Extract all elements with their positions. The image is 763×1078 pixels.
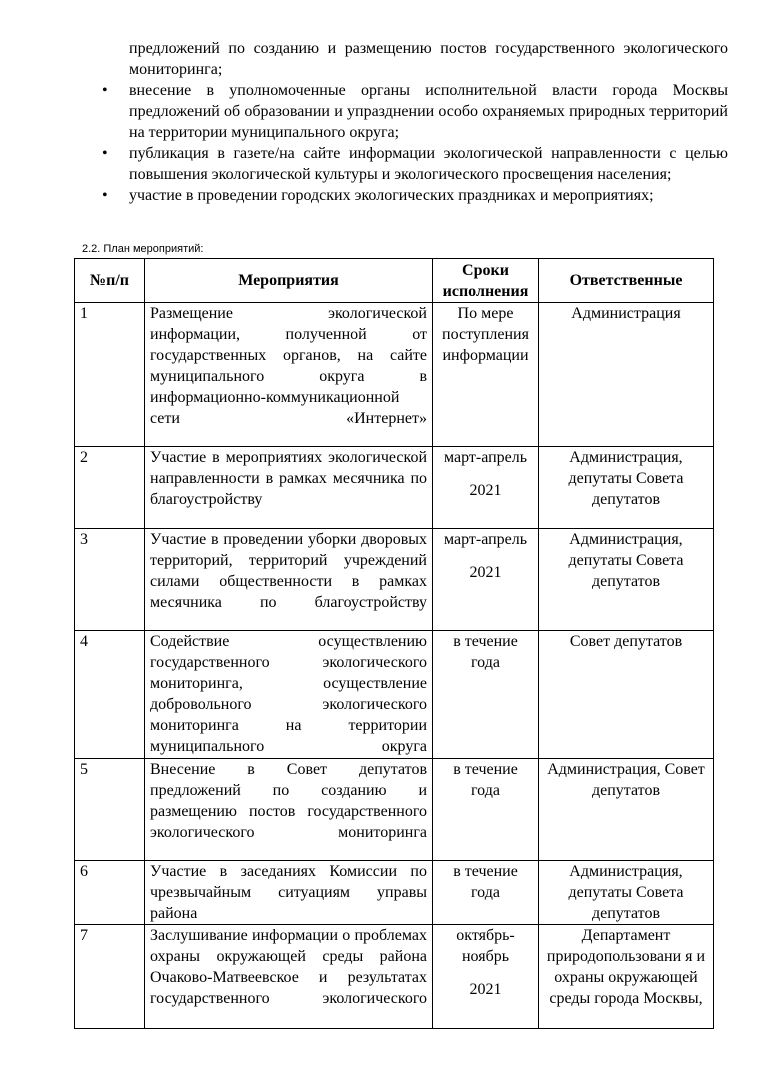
row-deadline-cell bbox=[433, 529, 539, 631]
table-row bbox=[75, 303, 714, 447]
row-activity: Размещение экологической информации, полученной от государственных органов, на сайте муниципального округа в информационно-коммуникационной сети «Интернет» bbox=[145, 303, 433, 447]
row-responsible: Администрация, депутаты Совета депутатов bbox=[539, 447, 714, 529]
list-item bbox=[82, 80, 728, 143]
row-deadline: По мере поступления информации bbox=[433, 303, 539, 447]
row-activity: Содействие осуществлению государственного экологического мониторинга, осуществление добровольного экологического мониторинга на территории муниципального округа bbox=[145, 631, 433, 759]
row-activity: Участие в мероприятиях экологической направленности в рамках месячника по благоустройству bbox=[145, 447, 433, 529]
row-num: 4 bbox=[75, 631, 145, 759]
table-row bbox=[75, 631, 714, 759]
row-responsible: Администрация, Совет депутатов bbox=[539, 759, 714, 861]
row-num: 6 bbox=[75, 861, 145, 925]
row-responsible: Администрация, депутаты Совета депутатов bbox=[539, 861, 714, 925]
list-item bbox=[82, 185, 728, 206]
section-caption: 2.2. План мероприятий: bbox=[82, 243, 204, 255]
row-responsible: Администрация bbox=[539, 303, 714, 447]
row-deadline: в течение года bbox=[433, 861, 539, 925]
row-num: 3 bbox=[75, 529, 145, 631]
row-responsible: Администрация, депутаты Совета депутатов bbox=[539, 529, 714, 631]
list-item-text: внесение в уполномоченные органы исполнительной власти города Москвы предложений об образовании и упразднении особо охраняемых природных территорий на территории муниципального округа; bbox=[129, 82, 728, 141]
header-activity: Мероприятия bbox=[145, 259, 433, 303]
intro-list bbox=[82, 38, 728, 206]
row-deadline: в течение года bbox=[433, 631, 539, 759]
header-num: №п/п bbox=[75, 259, 145, 303]
row-year: 2021 bbox=[469, 564, 502, 581]
row-deadline: в течение года bbox=[433, 759, 539, 861]
table-row bbox=[75, 861, 714, 925]
row-year: 2021 bbox=[469, 981, 502, 998]
header-responsible: Ответственные bbox=[539, 259, 714, 303]
table-row bbox=[75, 447, 714, 529]
list-item bbox=[82, 143, 728, 185]
row-year: 2021 bbox=[469, 482, 502, 499]
table-row bbox=[75, 529, 714, 631]
row-deadline: март-апрель bbox=[443, 531, 528, 548]
list-item-text: участие в проведении городских экологических праздниках и мероприятиях; bbox=[129, 187, 654, 204]
bullet-icon: • bbox=[102, 145, 108, 162]
row-deadline: март-апрель bbox=[443, 449, 528, 466]
row-num: 7 bbox=[75, 925, 145, 1029]
row-activity: Участие в заседаниях Комиссии по чрезвычайным ситуациям управы района bbox=[145, 861, 433, 925]
row-deadline: октябрь-ноябрь bbox=[456, 927, 515, 965]
row-activity: Внесение в Совет депутатов предложений по созданию и размещению постов государственного экологического мониторинга bbox=[145, 759, 433, 861]
row-num: 5 bbox=[75, 759, 145, 861]
table-row bbox=[75, 759, 714, 861]
row-activity: Участие в проведении уборки дворовых территорий, территорий учреждений силами общественности в рамках месячника по благоустройству bbox=[145, 529, 433, 631]
table-row bbox=[75, 925, 714, 1029]
row-num: 2 bbox=[75, 447, 145, 529]
row-responsible: Департамент природопользовани я и охраны окружающей среды города Москвы, bbox=[539, 925, 714, 1029]
table-header-row bbox=[75, 259, 714, 303]
row-num: 1 bbox=[75, 303, 145, 447]
bullet-icon: • bbox=[102, 82, 108, 99]
header-deadline: Сроки исполнения bbox=[433, 259, 539, 303]
row-deadline-cell bbox=[433, 925, 539, 1029]
events-table bbox=[74, 258, 714, 1029]
bullet-icon: • bbox=[102, 187, 108, 204]
list-item-continuation: предложений по созданию и размещению постов государственного экологического мониторинга; bbox=[129, 40, 728, 78]
row-deadline-cell bbox=[433, 447, 539, 529]
row-responsible: Совет депутатов bbox=[539, 631, 714, 759]
row-activity: Заслушивание информации о проблемах охраны окружающей среды района Очаково-Матвеевское и результатах государственного экологического bbox=[145, 925, 433, 1029]
list-item-text: публикация в газете/на сайте информации экологической направленности с целью повышения экологической культуры и экологического просвещения населения; bbox=[129, 145, 728, 183]
